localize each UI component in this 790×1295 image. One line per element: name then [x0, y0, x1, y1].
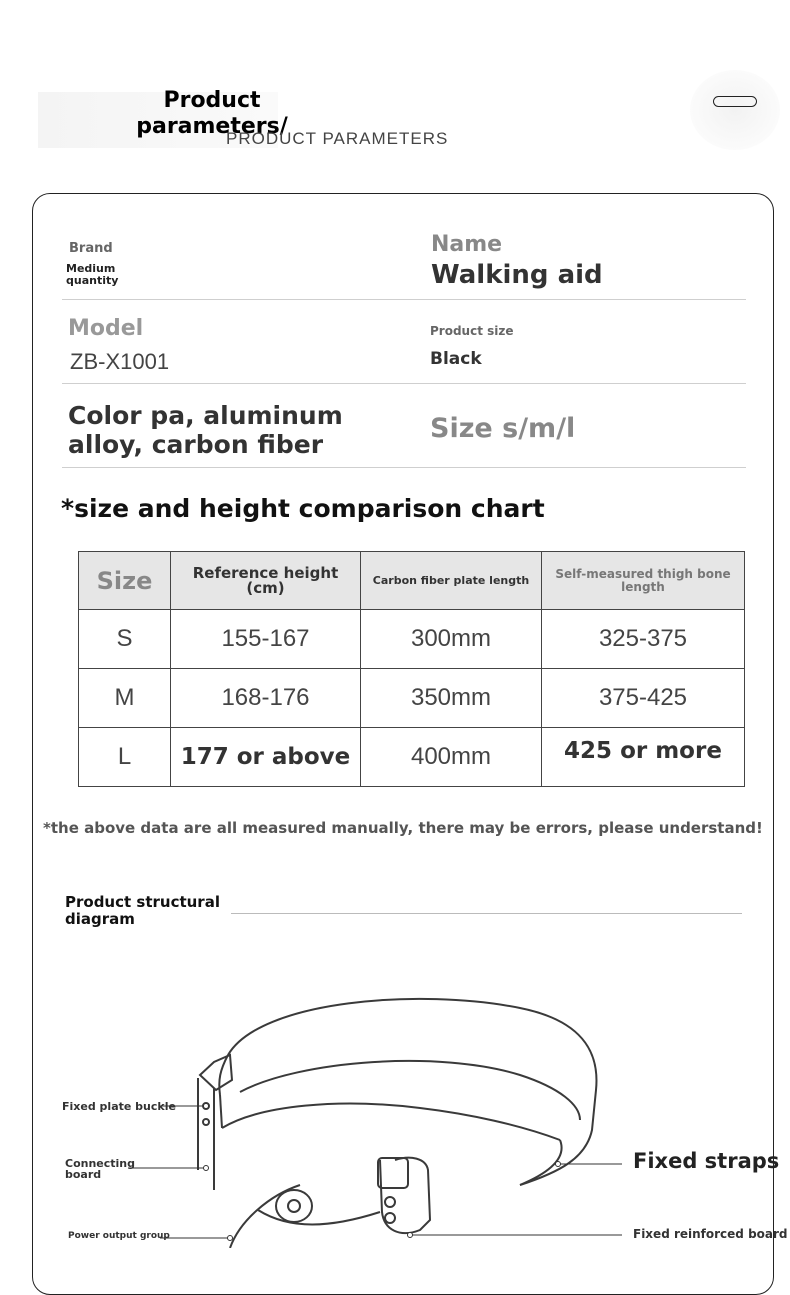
table-cell: 425 or more — [542, 728, 745, 787]
row-divider — [62, 299, 746, 300]
table-cell: 325-375 — [542, 610, 745, 669]
brand-label: Brand — [69, 241, 113, 256]
diagram-title: Product structural diagram — [65, 893, 220, 928]
page-subtitle: PRODUCT PARAMETERS — [226, 129, 449, 148]
table-cell: S — [79, 610, 171, 669]
table-cell: 375-425 — [542, 669, 745, 728]
corner-decoration — [690, 70, 780, 150]
callout-fixed-reinforced-board: Fixed reinforced board — [633, 1227, 788, 1241]
table-cell: 300mm — [361, 610, 542, 669]
brand-value: Medium quantity — [66, 262, 119, 287]
size-value: Size s/m/l — [430, 413, 576, 444]
callout-connecting-board: Connecting board — [65, 1157, 136, 1181]
table-row — [79, 728, 745, 787]
product-diagram — [0, 980, 790, 1248]
measurement-note: *the above data are all measured manually, there may be errors, please understand! — [43, 819, 763, 837]
table-cell: 400mm — [361, 728, 542, 787]
table-header-row — [79, 552, 745, 610]
header-height-text: Reference height (cm) — [192, 563, 339, 597]
header-plate-length: Carbon fiber plate length — [361, 552, 542, 610]
name-label: Name — [431, 232, 503, 257]
table-cell: 168-176 — [171, 669, 361, 728]
size-chart-table — [78, 551, 745, 787]
model-value: ZB-X1001 — [70, 349, 170, 374]
table-cell: 177 or above — [171, 728, 361, 787]
product-size-label: Product size — [430, 324, 514, 338]
menu-pill-button[interactable] — [713, 96, 757, 107]
header-thigh-length-text: Self-measured thigh bone length — [555, 566, 731, 594]
name-value: Walking aid — [431, 260, 603, 290]
header-size: Size — [79, 552, 171, 610]
page-title: Product parameters/ — [136, 88, 288, 139]
color-material-value: Color pa, aluminum alloy, carbon fiber — [68, 401, 343, 459]
model-label: Model — [68, 316, 144, 341]
header-height — [171, 552, 361, 610]
table-row — [79, 669, 745, 728]
table-cell: 350mm — [361, 669, 542, 728]
table-cell: 155-167 — [171, 610, 361, 669]
callout-fixed-plate-buckle: Fixed plate buckle — [62, 1100, 176, 1113]
row-divider — [62, 467, 746, 468]
row-divider — [62, 383, 746, 384]
table-cell: M — [79, 669, 171, 728]
product-size-value: Black — [430, 349, 482, 369]
table-cell: L — [79, 728, 171, 787]
callout-fixed-straps: Fixed straps — [633, 1149, 780, 1173]
header-thigh-length — [542, 552, 745, 610]
callout-power-output-group: Power output group — [68, 1231, 170, 1241]
diagram-title-rule — [231, 913, 742, 914]
size-chart-title: *size and height comparison chart — [61, 494, 545, 523]
table-row — [79, 610, 745, 669]
